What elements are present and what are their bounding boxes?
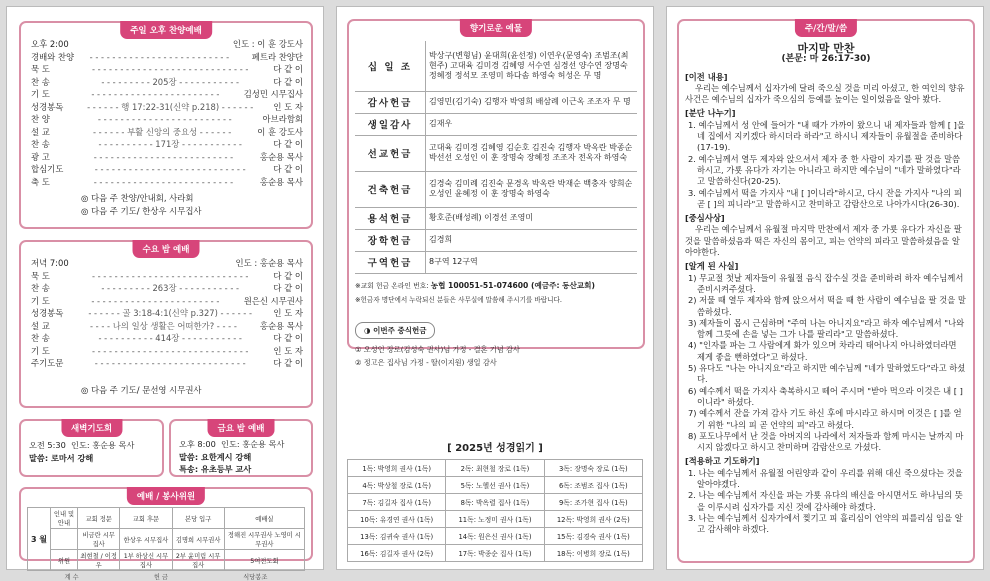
bible-reader-cell: 14독: 원은신 권사 (1독) [446,528,544,545]
fact-item: 8) 포도나무에서 난 것을 아버지의 나라에서 저자들과 함께 마시는 날까지 마시지 않겠다고 하시고 찬미하며 감람산으로 가셨다. [688,430,964,453]
friday-special-song: 특송: 유초등부 교사 [179,464,252,474]
wednesday-row [31,270,303,283]
wednesday-note: ◎ 다음 주 기도/ 문선영 시무권사 [81,385,202,395]
sunday-item-label: 묵 도 [31,64,50,74]
offering-row [355,41,637,91]
sunday-note-2: ◎ 다음 주 기도/ 한상우 시무집사 [81,205,202,216]
dawn-prayer-title: 새벽기도회 [61,419,122,437]
bible-reader-cell: 5독: 노헬선 권사 (1독) [446,477,544,494]
sunday-item-person: 페트라 찬양단 [251,51,303,62]
wednesday-row [31,357,303,370]
sunday-item-label: 광 고 [31,151,50,162]
special-offering-2: ② 정고은 집사님 가정 - 딸(이지원) 생일 감사 [355,357,497,367]
sermon-reference: (본문: 마 26:17-30) [781,54,871,65]
wednesday-row [31,332,303,345]
outline-item: 3. 예수님께서 떡을 가지사 "내 [ ]이니라"하시고, 다시 잔을 가지사 "나의 피 곧 [ ]의 피니라"고 말씀하시고 찬미하고 감람산으로 나아가시다(26-30). [688,187,962,209]
dawn-time: 오전 5:30 [29,440,66,450]
wednesday-item-person: 홍순용 목사 [259,320,303,331]
offering-section: 향기로운 예물 십 일 조 박상구(변형님) 윤대희(윤선정) 이연우(문영숙) 조범조(최현주) 고대육 김미경 김혜영 서수연 심경선 양수연 장명숙 정혜정 정석모 조영미 하다솜 하영숙 허성은 무 명 감사헌금 김영민(김기숙) 김행자 박영희 배삼례 이근옥 조조자 무 명 생일감사 김재우 선교헌금 고대육 김미경 김혜영 김순호 김진숙 김행자 박옥란 박종순 박선선 오성인 이 훈 장명숙 장혜정 조조자 전옥자 하영숙 건축헌금 김경숙 김미례 김진숙 문경옥 박옥란 박재순 백충자 양희순 오성인 윤혜정 이 훈 장명숙 하영숙 용석헌금 황호준(배성례) 이경선 조영미 장학헌금 김경희 구역헌금 8구역 12구역 ※교회 헌금 온라인 번호: 농협 100051-51-074600 (예금주: 동산교회) ※헌금자 명단에서 누락되신 분들은 사무실에 말씀해 주시기를 바랍니다. ◑ 이번주 중식헌금 ① 오성인 장로(김성숙 권사)님 가정 - 결혼 기념 감사 ② 정고은 집사님 가정 - 딸(이지원) 생일 감사 [347,19,645,349]
sunday-row [31,151,303,164]
sunday-item-label: 찬 송 [31,139,50,149]
wednesday-item-label: 찬 송 [31,283,50,293]
sunday-item-person: 아브라함회 [262,114,303,124]
wednesday-item-label: 기 도 [31,295,50,306]
wednesday-item-person: 인 도 자 [273,345,303,356]
sunday-item-label: 축 도 [31,176,50,187]
bible-reader-cell: 7독: 김길자 집사 (1독) [348,494,446,511]
wednesday-item-label: 성경봉독 [31,308,64,318]
offering-row [355,251,637,273]
sunday-item-label: 찬 송 [31,76,50,87]
sunday-row [31,126,303,139]
wednesday-item-detail: - - - - - - - - - - - - - - - - - - - - - - - - - - - - [91,345,249,356]
offering-type: 장학헌금 [355,229,426,251]
sunday-item-detail: - - - - - - - - - - 171장 - - - - - - - - - - - [98,139,242,149]
sunday-row [31,163,303,176]
wednesday-row [31,295,303,308]
bible-reader-cell: 3독: 장명숙 장로 (1독) [544,460,642,477]
sunday-item-person: 홍순용 목사 [259,151,303,162]
bible-reader-cell: 2독: 최현철 장로 (1독) [446,460,544,477]
wednesday-item-person: 인도 : 홍순용 목사 [235,258,303,268]
offering-names: 고대육 김미경 김혜영 김순호 김진숙 김행자 박옥란 박종순 박선선 오성인 이 훈 장명숙 장혜정 조조자 전옥자 하영숙 [426,135,638,171]
sunday-item-person: 다 같 이 [273,164,303,174]
bank-account: 농협 100051-51-074600 (예금주: 동산교회) [430,280,595,290]
sunday-item-detail [67,38,233,51]
offering-names: 김재우 [426,113,638,135]
sunday-item-person: 인 도 자 [273,101,303,112]
sunday-item-label: 설 교 [31,126,50,137]
wednesday-item-label: 찬 송 [31,333,50,343]
wednesday-item-detail: - - - - - - - - - 263장 - - - - - - - - - - - [101,283,240,293]
special-offering-title: ◑ 이번주 중식헌금 [355,322,435,339]
wednesday-item-label: 설 교 [31,320,50,331]
sunday-item-detail: - - - - - - - - - - - - - - - - - - - - - - - - - [93,151,234,162]
dawn-word: 말씀: 로마서 강해 [29,453,94,463]
bible-reading-table [347,459,643,562]
sunday-item-detail: - - - - - - - - - 205장 - - - - - - - - - - - [101,76,240,87]
sunday-afternoon-order [31,38,303,188]
wednesday-item-detail: - - - - - - - - - - - - - - - - - - - - - - - [91,295,220,306]
sunday-row [31,101,303,114]
bible-reader-cell: 16독: 김길자 권사 (2독) [348,545,446,562]
wednesday-item-detail [67,257,236,270]
sunday-item-label: 기 도 [31,89,50,99]
previous-content: 우리는 예수님께서 십자가에 달려 죽으실 것을 미리 아셨고, 한 여인의 향유 사건은 예수님의 십자가 죽으심의 등예를 높이는 일이었음을 알아 봤다. [685,82,965,105]
weekly-word-panel [666,6,984,570]
bible-reader-cell: 1독: 박영희 권사 (1독) [348,460,446,477]
bible-reader-cell: 6독: 조범조 집사 (1독) [544,477,642,494]
facts-list [685,273,967,454]
sunday-item-person: 다 같 이 [273,139,303,149]
wednesday-item-person: 다 같 이 [273,270,303,281]
offering-type: 십 일 조 [355,41,426,91]
sunday-item-detail: - - - - - - - - - - - - - - - - - - - - - - - - - - - [94,164,246,174]
bible-reader-cell: 8독: 박옥렬 집사 (1독) [446,494,544,511]
special-offering-1: ① 오성인 장로(김성숙 권사)님 가정 - 결혼 기념 감사 [355,344,520,354]
wednesday-row [31,320,303,333]
offering-row [355,91,637,113]
wednesday-item-person: 원은신 시무권사 [243,295,303,306]
friday-leader: 인도: 홍순용 목사 [221,439,285,449]
wednesday-row [31,345,303,358]
offering-table [355,41,637,274]
offering-title: 향기로운 예물 [460,19,532,37]
weekly-word-section: 주/간/말/씀 마지막 만찬 (본문: 마 26:17-30) [이전 내용] 우리는 예수님께서 십자가에 달려 죽으실 것을 미리 아셨고, 한 여인의 향유 사건은 예수님의 십자가 죽으심의 등예를 높이는 일이었음을 알아 봤다. [분단 나누기] 1. 예수님께서 성 안에 들어가 "내 때가 가까이 왔으니 내 제자들과 함께 [ ]을 네 집에서 지키겠다 하시더라 하라"고 하시니 제자들이 유월절을 준비하다(17-19). 2. 예수님께서 열두 제자와 앉으셔서 제자 중 한 사람이 자기를 팔 것을 말씀하시고, 가룟 유다가 자기는 아니라고 하지만 예수님이 "네가 말하였다"라고 말씀하신다(20-25). 3. 예수님께서 떡을 가지사 "내 [ ]이니라"하시고, 다시 잔을 가지사 "나의 피 곧 [ ]의 피니라"고 말씀하시고 찬미하고 감람산으로 나아가시다(26-30). [중심사상] 우리는 예수님께서 유월절 마지막 만찬에서 제자 중 가룟 유다가 자신을 팔 것을 말씀하셨음과 떡은 자신의 몸이고, 피는 언약의 피라고 말씀하셨음을 알아야한다. [알게 된 사실] 1) 무교절 첫날 제자들이 유월절 음식 잡수실 것을 준비하려 하자 예수님께서 준비시켜주셨다. 2) 저물 때 열두 제자와 함께 앉으셔서 떡을 때 한 사람이 예수님을 팔 것을 말씀하셨다. 3) 제자들이 몹시 근심하며 "주여 나는 아니지요"라고 하자 예수님께서 "나와 함께 그릇에 손을 넣는 그가 나를 팔리라"고 말씀하셨다. 4) "인자를 파는 그 사람에게 화가 있으며 차라리 태어나지 아니하였더라면 제게 좋을 뻔하였다"고 하셨다. 5) 유다도 "나는 아니지요"라고 하지만 예수님께 "네가 말하였도다"라고 하셨다. 6) 예수께서 떡을 가지사 축복하시고 떼어 주시며 "받아 먹으라 이것은 내 [ ]이니라" 하셨다. 7) 예수께서 잔을 가져 감사 기도 하신 후에 마시라고 하시며 이것은 [ ]를 얻기 위한 "나의 피 곧 언약의 피"라고 하셨다. 8) 포도나무에서 난 것을 아버지의 나라에서 저자들과 함께 마시는 날까지 마시지 않겠다고 하시고 찬미하며 감람산으로 가셨다. [적용하고 기도하기] 1. 나는 예수님께서 유월절 어린양과 같이 우리를 위해 대신 죽으셨다는 것을 알아야겠다. 2. 나는 예수님께서 자신을 파는 가룟 유다의 배신을 아시면서도 하나님의 뜻을 이루시려 십자가를 지신 것에 감사해야 하겠다. 3. 나는 예수님께서 십자가에서 찢기고 피 흘리심이 언약의 피를리심 임을 알고 감사해야 하겠다. [677,19,975,563]
offering-names: 황호준(배성례) 이경선 조영미 [426,207,638,229]
sunday-item-label: 합심기도 [31,164,64,174]
sunday-row [31,51,303,64]
offering-type: 생일감사 [355,113,426,135]
wednesday-item-detail: - - - - - - - - - - 414장 - - - - - - - - - - - [98,333,242,343]
sunday-item-detail: - - - - - - - - - - - - - - - - - - - - - - - [91,89,220,99]
worship-order-panel [6,6,324,581]
offering-row [355,171,637,207]
offering-names: 박상구(변형님) 윤대희(윤선정) 이연우(문영숙) 조범조(최현주) 고대육 김미경 김혜영 서수연 심경선 양수연 장명숙 정혜정 정석모 조영미 하다솜 하영숙 허성은 무 명 [426,41,638,91]
sunday-item-detail: - - - - - - 부활 신앙의 중요성 - - - - - - [92,126,232,137]
sunday-item-detail: - - - - - - - - - - - - - - - - - - - - - - - - - [93,176,234,187]
outline-item: 2. 예수님께서 열두 제자와 앉으셔서 제자 중 한 사람이 자기를 팔 것을 말씀하시고, 가룟 유다가 자기는 아니라고 하지만 예수님이 "네가 말하였다"라고 말씀하신다(20-25). [688,153,961,187]
wednesday-section [19,240,313,408]
sunday-item-person: 다 같 이 [273,64,303,74]
fact-item: 3) 제자들이 몹시 근심하며 "주여 나는 아니지요"라고 하자 예수님께서 "나와 함께 그릇에 손을 넣는 그가 나를 팔리라"고 말씀하셨다. [688,317,965,340]
sunday-row [31,63,303,76]
sermon-title: 마지막 만찬 [797,42,855,55]
fact-item: 5) 유다도 "나는 아니지요"라고 하지만 예수님께 "네가 말하였도다"라고 하셨다. [688,363,966,385]
fact-item: 6) 예수께서 떡을 가지사 축복하시고 떼어 주시며 "받아 먹으라 이것은 내 [ ]이니라" 하셨다. [688,385,963,407]
offering-panel [336,6,654,570]
bible-reader-cell: 11독: 노정미 권사 (1독) [446,511,544,528]
sunday-item-label: 경배와 찬양 [31,51,75,62]
wednesday-item-label: 주기도문 [31,358,64,368]
offering-type: 감사헌금 [355,91,426,113]
wednesday-order [31,257,303,370]
sunday-item-person: 다 같 이 [273,76,303,87]
wednesday-item-label: 기 도 [31,345,50,356]
sunday-row [31,76,303,89]
sunday-row [31,113,303,126]
sunday-afternoon-title: 주일 오후 찬양예배 [120,21,212,39]
offering-row [355,229,637,251]
central-idea: 우리는 예수님께서 유월절 마지막 만찬에서 제자 중 가룟 유다가 자신을 팔 것을 말씀하셨음과 떡은 자신의 몸이고, 피는 언약의 피라고 말씀하셨음을 알아야한다. [685,224,962,258]
friday-title: 금요 밤 예배 [208,419,275,437]
sunday-row [31,38,303,51]
offering-type: 용석헌금 [355,207,426,229]
wednesday-item-detail: - - - - - - - - - - - - - - - - - - - - - - - - - - - - [91,270,249,281]
dawn-leader: 인도: 홍순용 목사 [71,440,135,450]
sunday-item-person: 인도 : 이 훈 강도사 [232,39,303,49]
friday-time: 오후 8:00 [179,439,216,449]
fact-item: 1) 무교절 첫날 제자들이 유월절 음식 잡수실 것을 준비하려 하자 예수님께서 준비시켜주셨다. [688,272,964,294]
fact-item: 4) "인자를 파는 그 사람에게 화가 있으며 차라리 태어나지 아니하였더라면 제게 좋을 뻔하였다"고 하셨다. [688,340,957,362]
offering-names: 김경숙 김미례 김진숙 문경옥 박옥란 박재순 백충자 양희순 오성인 윤혜정 이 훈 장명숙 하영숙 [426,171,638,207]
bible-reader-cell: 13독: 김귀숙 권사 (1독) [348,528,446,545]
wednesday-row [31,257,303,270]
bible-reader-cell: 17독: 박종순 집사 (1독) [446,545,544,562]
bible-reader-cell: 9독: 조가현 집사 (1독) [544,494,642,511]
wednesday-row [31,307,303,320]
offering-names: 김경희 [426,229,638,251]
sunday-row [31,176,303,189]
sunday-item-detail: - - - - - - - - - - - - - - - - - - - - - - - - - [89,51,230,62]
offering-type: 구역헌금 [355,251,426,273]
bible-reader-cell: 12독: 박영희 권사 (2독) [544,511,642,528]
wednesday-item-person: 다 같 이 [273,283,303,293]
volunteer-month: 3 월 [28,508,51,571]
outline-item: 1. 예수님께서 성 안에 들어가 "내 때가 가까이 왔으니 내 제자들과 함께 [ ]을 네 집에서 지키겠다 하시더라 하라"고 하시니 제자들이 유월절을 준비하다(17-19). [688,119,965,153]
offering-type: 선교헌금 [355,135,426,171]
dawn-prayer-section [19,419,164,477]
sunday-item-detail: - - - - - - 행 17:22-31(신약 p.218) - - - - - - [87,101,254,112]
sunday-item-label: 찬 양 [31,114,50,124]
wednesday-row [31,282,303,295]
friday-section [169,419,313,477]
wednesday-item-person: 다 같 이 [273,333,303,343]
sunday-item-detail: - - - - - - - - - - - - - - - - - - - - - - - - - - - - [91,64,249,74]
outline-list [685,120,967,210]
sunday-note-1: ◎ 다음 주 찬양/안내회, 사라회 [81,193,194,203]
volunteer-section: 예배 / 봉사위원 3 월 인내 및 안내 교회 정문 교회 후문 본당 입구 예배실 비금란 시무집사 한상우 시무집사 김명희 시무권사 정해진 시무권사 노영미 시무권사 위원 최현철 / 이정우 1부 하상신 시무집사 2부 윤미림 시무집사 5여전도회 계 수 헌 금 식당봉조 [19,487,313,561]
fact-item: 7) 예수께서 잔을 가져 감사 기도 하신 후에 마시라고 하시며 이것은 [ ]를 얻기 위한 "나의 피 곧 언약의 피"라고 하셨다. [688,408,962,430]
sunday-item-label: 성경봉독 [31,101,64,112]
bible-reader-cell: 4독: 박상철 장로 (1독) [348,477,446,494]
volunteer-title: 예배 / 봉사위원 [127,487,205,505]
wednesday-title: 수요 밤 예배 [133,240,200,258]
wednesday-item-detail: - - - - 나의 일상 생활은 어떠한가? - - - - [89,320,237,331]
wednesday-item-label: 저녁 7:00 [31,258,69,268]
volunteer-table: 3 월 인내 및 안내 교회 정문 교회 후문 본당 입구 예배실 비금란 시무집사 한상우 시무집사 김명희 시무권사 정해진 시무권사 노영미 시무권사 위원 최현철 / 이정우 1부 하상신 시무집사 2부 윤미림 시무집사 5여전도회 [27,507,305,571]
wednesday-item-person: 인 도 자 [273,308,303,318]
offering-row [355,135,637,171]
fact-item: 2) 저물 때 열두 제자와 함께 앉으셔서 떡을 때 한 사람이 예수님을 팔 것을 말씀하셨다. [688,295,966,317]
offering-row [355,113,637,135]
sunday-row [31,88,303,101]
wednesday-item-detail: - - - - - - 골 3:18-4:1(신약 p.327) - - - - - - [88,308,252,318]
sunday-row [31,138,303,151]
application-item: 1. 나는 예수님께서 유월절 어린양과 같이 우리를 위해 대신 죽으셨다는 것을 알아야겠다. [688,467,963,489]
account-note: ※헌금자 명단에서 누락되신 분들은 사무실에 말씀해 주시기를 바랍니다. [355,295,563,304]
offering-type: 건축헌금 [355,171,426,207]
bible-reading-section [347,439,643,562]
sunday-item-detail: - - - - - - - - - - - - - - - - - - - - - - - - [97,114,232,124]
friday-word: 말씀: 요한계시 강해 [179,451,252,462]
bible-reader-cell: 10독: 유경연 권사 (1독) [348,511,446,528]
bible-reader-cell: 15독: 김경숙 권사 (1독) [544,528,642,545]
application-item: 2. 나는 예수님께서 자신을 파는 가룟 유다의 배신을 아시면서도 하나님의 뜻을 이루시려 십자가를 지신 것에 감사해야 하겠다. [688,490,963,512]
offering-row [355,207,637,229]
bible-reader-cell: 18독: 이병희 장로 (1독) [544,545,642,562]
application-item: 3. 나는 예수님께서 십자가에서 찢기고 피 흘리심이 언약의 피를리심 임을 알고 감사해야 하겠다. [688,512,963,535]
weekly-word-tag: 주/간/말/씀 [795,19,857,37]
application-list [685,468,967,536]
sunday-afternoon-section [19,21,313,229]
wednesday-item-label: 묵 도 [31,270,50,281]
sunday-item-person: 김성민 시무집사 [243,89,303,99]
bible-reading-title: [ 2025년 성경읽기 ] [447,443,543,454]
offering-names: 김영민(김기숙) 김행자 박영희 배삼례 이근옥 조조자 무 명 [426,91,638,113]
wednesday-item-person: 다 같 이 [273,358,303,368]
sunday-item-label: 오후 2:00 [31,39,69,49]
sunday-item-person: 홍순용 목사 [259,176,303,187]
offering-names: 8구역 12구역 [426,251,638,273]
sunday-item-person: 이 훈 강도사 [257,126,303,137]
wednesday-item-detail: - - - - - - - - - - - - - - - - - - - - - - - - - - - [94,358,246,368]
